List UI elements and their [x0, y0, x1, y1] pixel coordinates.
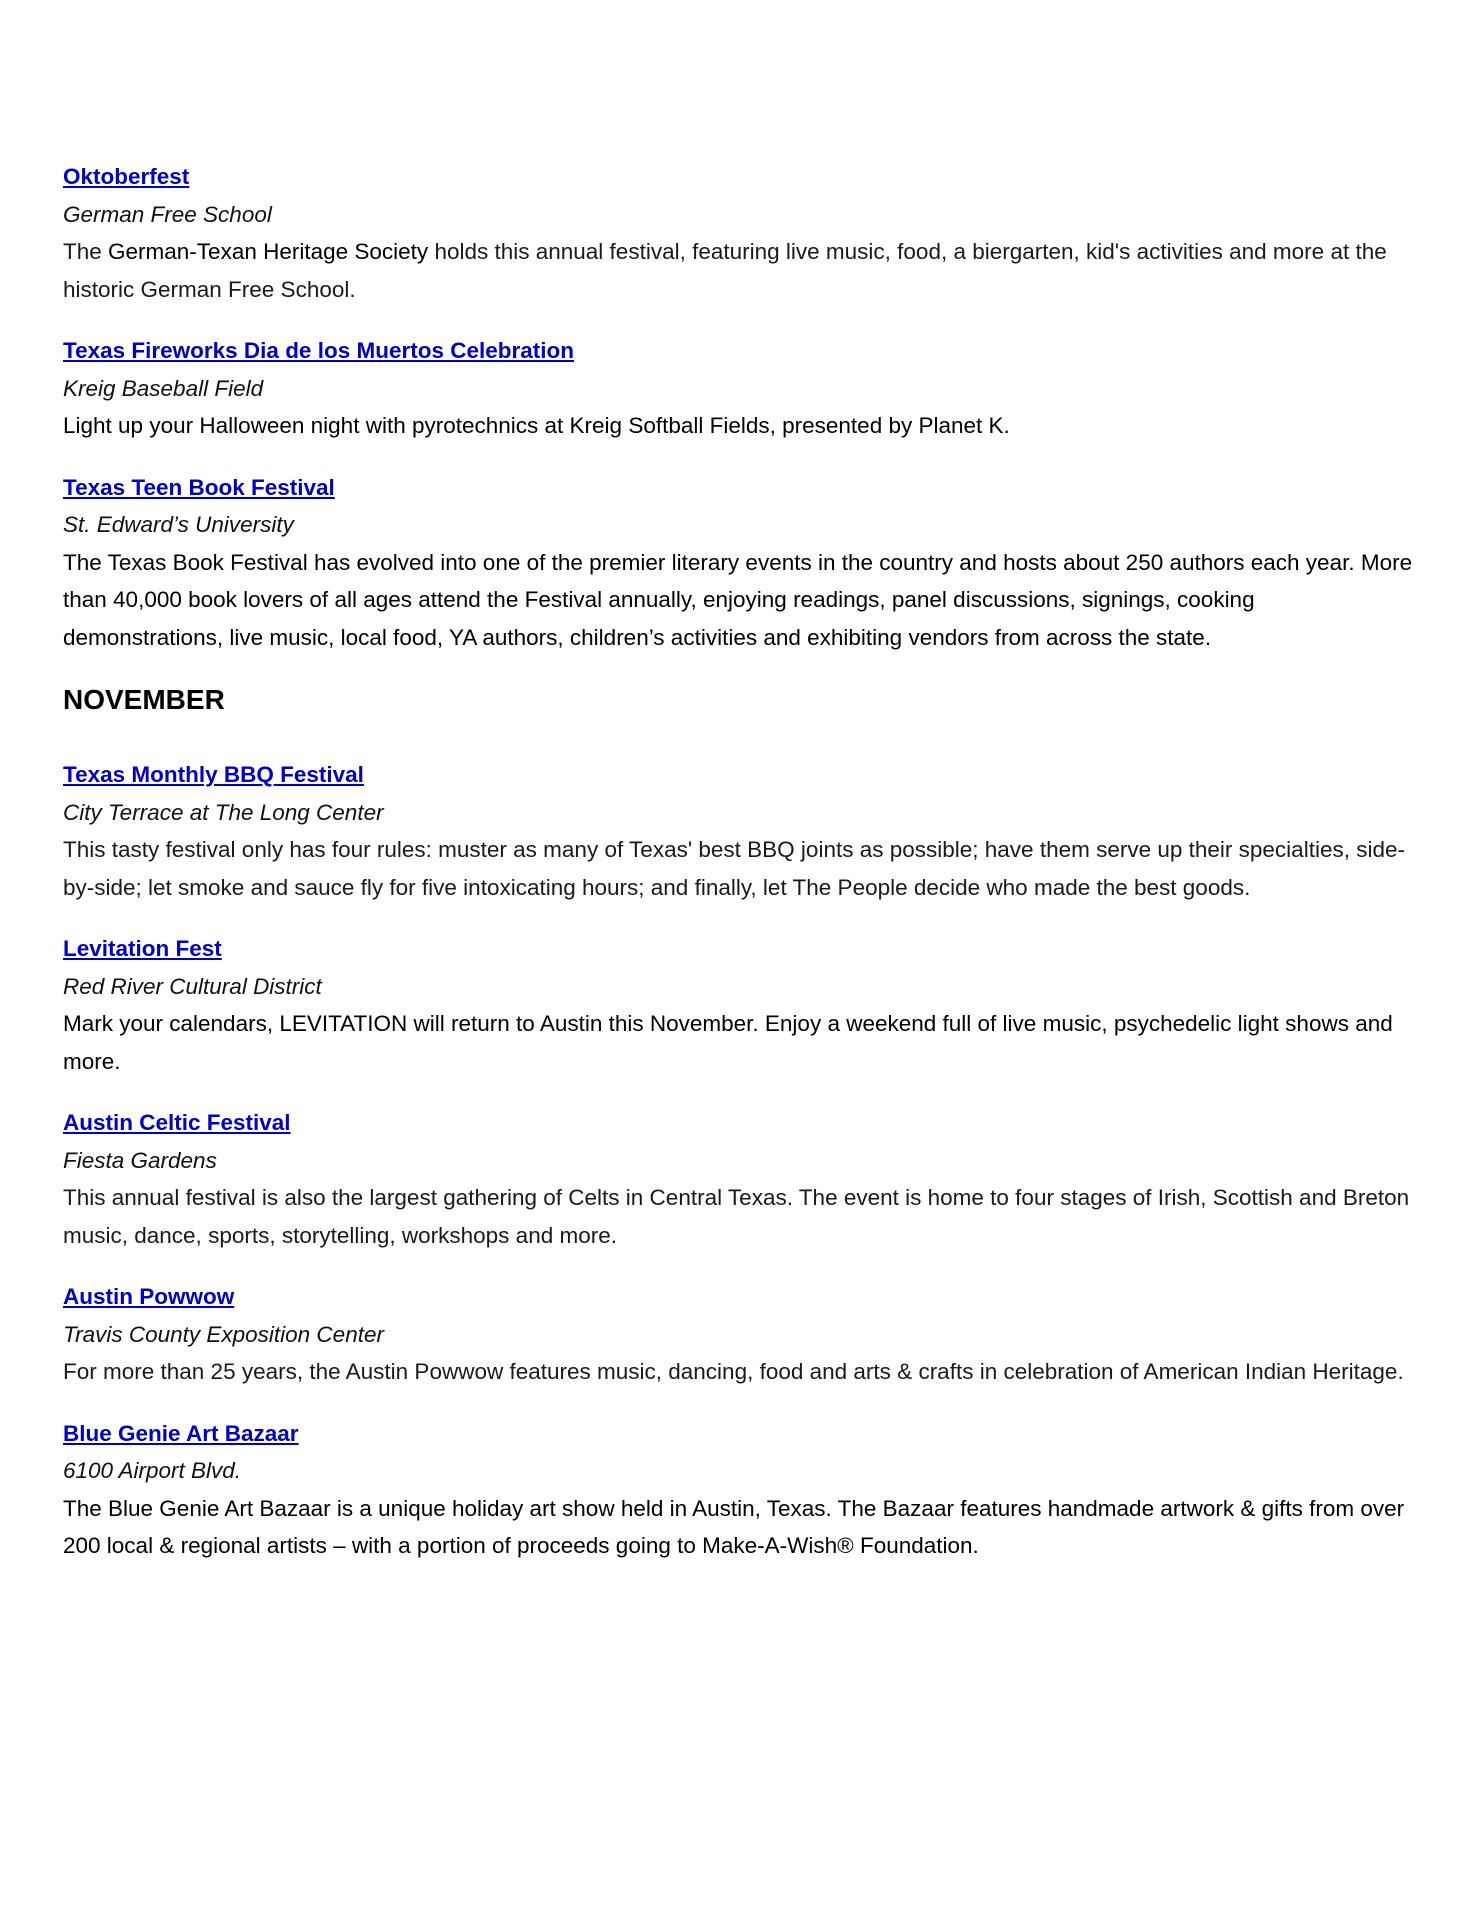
event-title-link[interactable]: Texas Monthly BBQ Festival: [63, 762, 364, 787]
event-description: This tasty festival only has four rules: muster as many of Texas' best BBQ joints as possible; have them serve up their specialties, side-by-side; let smoke and sauce fly for five intoxicating hours; and finally, let The People decide who made the best goods.: [63, 837, 1405, 900]
event-levitation-fest: [63, 930, 1413, 1080]
event-fireworks: [63, 332, 1413, 445]
event-oktoberfest: [63, 158, 1413, 308]
event-description: Light up your Halloween night with pyrotechnics at Kreig Softball Fields, presented by Planet K.: [63, 413, 1010, 438]
event-venue: Travis County Exposition Center: [63, 1321, 384, 1347]
event-celtic-festival: [63, 1104, 1413, 1254]
event-venue: Red River Cultural District: [63, 973, 322, 999]
event-title-link[interactable]: Texas Teen Book Festival: [63, 474, 335, 500]
event-title-link[interactable]: Levitation Fest: [63, 936, 222, 961]
description-highlight: German-Texan Heritage Society: [108, 239, 429, 264]
event-venue: 6100 Airport Blvd.: [63, 1458, 242, 1483]
event-venue: German Free School: [63, 201, 272, 227]
event-description: The Texas Book Festival has evolved into one of the premier literary events in the country and hosts about 250 authors each year. More than 40,000 book lovers of all ages attend the Festival annually, enjoying readings, panel discussions, signings, cooking demonstrations, live music, local food, YA authors, children’s activities and exhibiting vendors from across the state.: [63, 549, 1413, 650]
description-suffix: holds this annual festival, featuring live music, food, a biergarten, kid's activities and more at the historic German Free School.: [63, 239, 1387, 302]
event-description: This annual festival is also the largest gathering of Celts in Central Texas. The event is home to four stages of Irish, Scottish and Breton music, dance, sports, storytelling, workshops and more.: [63, 1185, 1410, 1248]
event-blue-genie-bazaar: [63, 1415, 1413, 1565]
month-heading-november: NOVEMBER: [63, 684, 225, 715]
event-bbq-festival: [63, 756, 1413, 906]
event-title-link[interactable]: Blue Genie Art Bazaar: [63, 1420, 299, 1446]
event-description: For more than 25 years, the Austin Powwow features music, dancing, food and arts & crafts in celebration of American Indian Heritage.: [63, 1359, 1404, 1384]
event-venue: St. Edward’s University: [63, 512, 294, 537]
event-title-link[interactable]: Austin Celtic Festival: [63, 1110, 291, 1135]
event-venue: Kreig Baseball Field: [63, 375, 264, 401]
event-venue: Fiesta Gardens: [63, 1147, 217, 1173]
event-description: The Blue Genie Art Bazaar is a unique holiday art show held in Austin, Texas. The Bazaar features handmade artwork & gifts from over 200 local & regional artists – with a portion of proceeds going to Make-A-Wish® Foundation.: [63, 1495, 1405, 1558]
event-powwow: [63, 1278, 1413, 1391]
description-prefix: The: [63, 239, 109, 264]
event-teen-book-festival: [63, 469, 1413, 657]
event-description: [63, 233, 1413, 308]
document-page: [63, 158, 1413, 1589]
event-title-link[interactable]: Texas Fireworks Dia de los Muertos Celebration: [63, 338, 574, 363]
event-title-link[interactable]: Oktoberfest: [63, 164, 190, 189]
event-description: Mark your calendars, LEVITATION will return to Austin this November. Enjoy a weekend full of live music, psychedelic light shows and more.: [63, 1011, 1393, 1074]
event-venue: City Terrace at The Long Center: [63, 799, 384, 825]
event-title-link[interactable]: Austin Powwow: [63, 1284, 235, 1309]
